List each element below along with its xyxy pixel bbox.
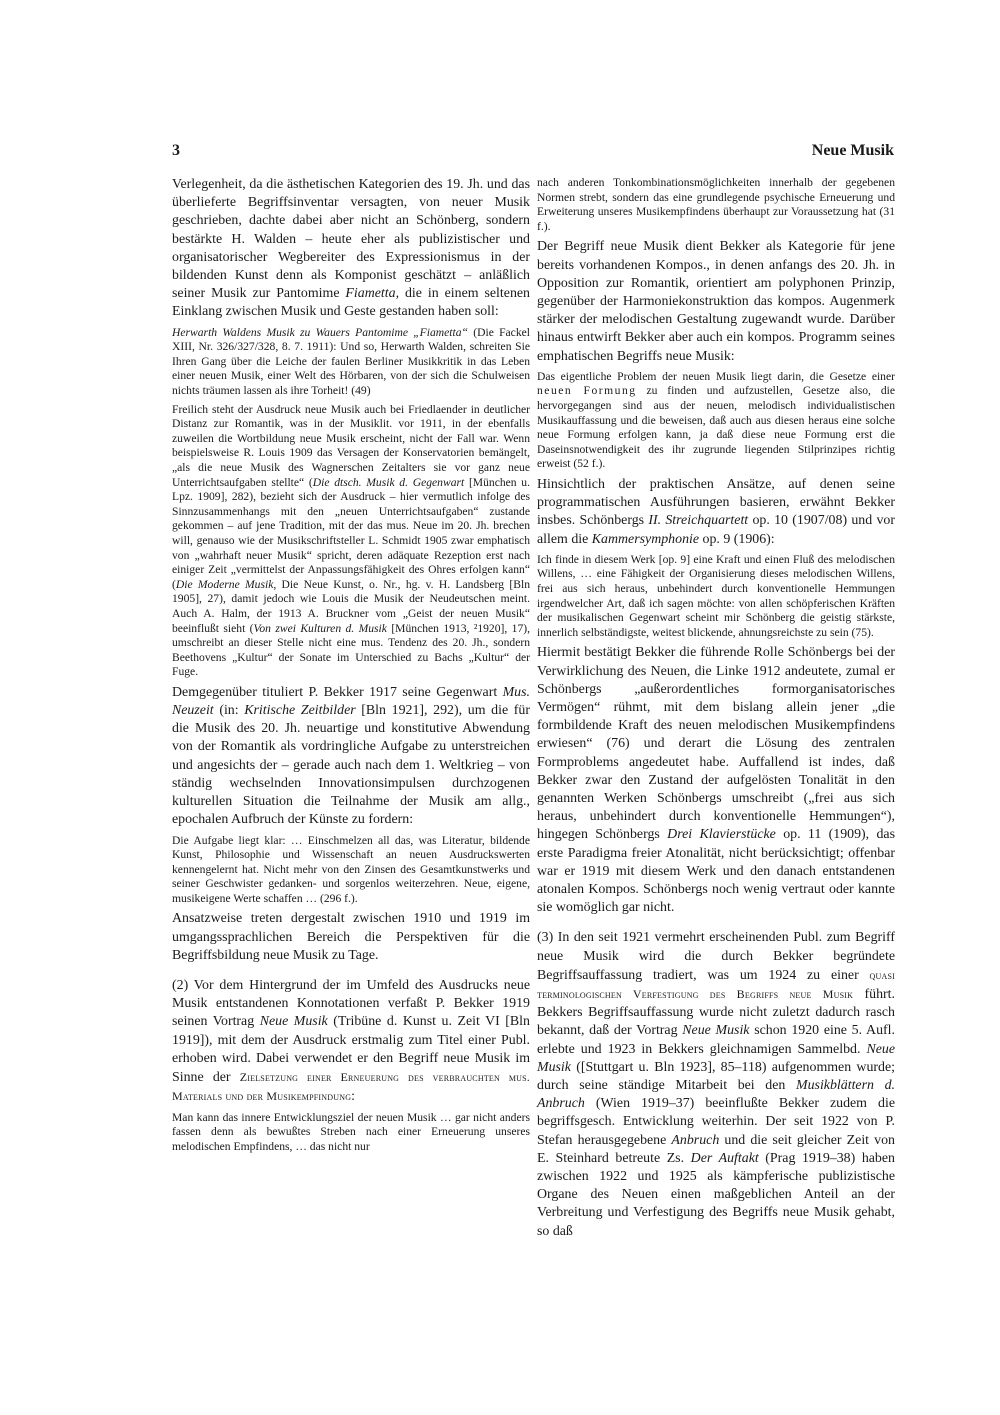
paragraph: Hinsichtlich der praktischen Ansätze, auf denen seine programmatischen Ausführungen basieren, erwähnt Bekker insbes. Schönbergs II. Streichquartett op. 10 (1907/08) und vor allem die Kammersymphonie op. 9 (1906): bbox=[537, 476, 895, 547]
left-column bbox=[172, 176, 530, 1158]
quotation: Man kann das innere Entwicklungsziel der neuen Musik … gar nicht anders fassen denn als bewußtes Streben nach einer Erneuerung unseres melodischen Empfindens, … das nicht nur bbox=[172, 1110, 530, 1153]
paragraph: Hiermit bestätigt Bekker die führende Rolle Schönbergs bei der Verwirklichung des Neuen, die Linke 1912 andeutete, zumal er Schönbergs „außerordentliches formorganisatorisches Vermögen“ rühmt, mit dem bislang allein jener „die formbildende Kraft des neuen melodischen Musikempfindens erwiesen“ (76) und derart die Lösung des zentralen Formproblems angedeutet habe. Auffallend ist indes, daß Bekker zwar den Zustand der aufgelösten Tonalität in den genannten Werken Schönbergs umschreibt („frei aus sich heraus, unbehindert durch konventionelle Hemmungen“), hingegen Schönbergs Drei Klavierstücke op. 11 (1909), das erste Paradigma freier Atonalität, nicht berücksichtigt; offenbar war er 1919 mit diesem Werk und den danach entstandenen atonalen Kompos. Schönbergs noch wenig vertraut oder kannte sie womöglich gar nicht. bbox=[537, 645, 895, 916]
section-paragraph: (2) Vor dem Hintergrund der im Umfeld des Ausdrucks neue Musik entstandenen Konnotationen verfaßt P. Bekker 1919 seinen Vortrag Neue Musik (Tribüne d. Kunst u. Zeit VI [Bln 1919]), mit dem der Ausdruck erstmalig zum Titel einer Publ. erhoben wird. Dabei verwendet er den Begriff neue Musik im Sinne der Zielsetzung einer Erneuerung des verbrauchten mus. Materials und der Musikempfindung: bbox=[172, 978, 531, 1105]
paragraph: Demgegenüber tituliert P. Bekker 1917 seine Gegenwart Mus. Neuzeit (in: Kritische Zeitbilder [Bln 1921], 292), um die für die Musik des 20. Jh. neuartige und konstitutive Abwendung von der Romantik als vordringliche Aufgabe zu unterstreichen und angesichts der – gerade auch nach dem 1. Weltkrieg – von ständig wechselnden Innovationsimpulsen durchzogenen kulturellen Situation die Teilnahme der Musik am allg., epochalen Aufbruch der Künste zu fordern: bbox=[172, 684, 530, 828]
page-number: 3 bbox=[172, 142, 180, 159]
section-paragraph: (3) In den seit 1921 vermehrt erscheinenden Publ. zum Begriff neue Musik wird die durch Bekker begründete Begriffsauffassung tradiert, was um 1924 zu einer quasi terminologischen Verfestigung des Begriffs neue Musik führt. Bekkers Begriffsauffassung wurde nicht zuletzt dadurch rasch bekannt, daß der Vortrag Neue Musik schon 1920 eine 5. Aufl. erlebte und 1923 in Bekkers gleichnamigen Sammelbd. Neue Musik ([Stuttgart u. Bln 1923], 85–118) aufgenommen wurde; durch seine ständige Mitarbeit bei den Musikblättern d. Anbruch (Wien 1919–37) beeinflußte Bekker zudem die begriffsgesch. Entwicklung weiterhin. Der seit 1922 von P. Stefan herausgegebene Anbruch und die seit gleicher Zeit von E. Steinhard betreute Zs. Der Auftakt (Prag 1919–38) haben zwischen 1922 und 1925 als kämpferische publizistische Organe des Neuen einen maßgeblichen Anteil an der Verbreitung und Verfestigung des Begriffs neue Musik gehabt, so daß bbox=[537, 930, 896, 1239]
paragraph: Ansatzweise treten dergestalt zwischen 1910 und 1919 im umgangssprachlichen Bereich die Perspektiven für die Begriffsbildung neue Musik zu Tage. bbox=[172, 911, 530, 963]
excursus-paragraph: Freilich steht der Ausdruck neue Musik auch bei Friedlaender in deutlicher Distanz zur Romantik, was in der Musiklit. vor 1911, in der ebenfalls zuweilen die Wortbildung neue Musik erscheint, nicht der Fall war. Wenn beispielsweise R. Louis 1909 das Versagen der Konservatorien bemängelt, „als die neue Musik des Wagnerschen Zeitalters sie vor ganz neue Unterrichtsaufgaben stellte“ (Die dtsch. Musik d. Gegenwart [München u. Lpz. 1909], 282), bezieht sich der Ausdruck – hier vermutlich infolge des Sinnzusammenhangs mit den „neuen Unterrichtsaufgaben“ zustande gekommen – auf jene Tradition, mit der das mus. Neue im 20. Jh. brechen will, genauso wie der Musikschriftsteller L. Schmidt 1905 zwar emphatisch von „wahrhaft neuer Musik“ spricht, deren adäquate Rezeption erst nach einiger Zeit „vermittelst der Anpassungsfähigkeit des Ohres erfolgen kann“ (Die Moderne Musik, Die Neue Kunst, o. Nr., hg. v. H. Landsberg [Bln 1905], 27), damit jedoch wie Louis die Musik der Neudeutschen meint. Auch A. Halm, der 1913 A. Bruckner vom „Geist der neuen Musik“ beeinflußt sieht (Von zwei Kulturen d. Musik [München 1913, ²1920], 17), umschreibt an dieser Stelle nicht eine mus. Tendenz des 20. Jh., sondern Beethovens „Kultur“ der Sonate im Unterschied zu Bachs „Kultur“ der Fuge. bbox=[172, 402, 531, 679]
paragraph: Verlegenheit, da die ästhetischen Kategorien des 19. Jh. und das überlieferte Begriffsinventar versagten, von neuer Musik geschrieben, dachte dabei aber nicht an Schönberg, sondern bestärkte H. Walden – heute eher als publizistischer und organisatorischer Wegbereiter des Expressionismus in der bildenden Kunst denn als Komponist geschätzt – anläßlich seiner Musik zur Pantomime Fiametta, die in einem seltenen Einklang zwischen Musik und Geste gestanden haben soll: bbox=[172, 177, 530, 320]
quotation: nach anderen Tonkombinationsmöglichkeiten innerhalb der gegebenen Normen strebt, sondern das eine grundlegende psychische Erneuerung und Erweiterung unseres Musikempfindens überhaupt zur Voraussetzung hat (31 f.). bbox=[537, 176, 895, 233]
quotation: Ich finde in diesem Werk [op. 9] eine Kraft und einen Fluß des melodischen Willens, … eine Fähigkeit der Organisierung dieses melodischen Willens, frei aus sich heraus, unbehindert durch konventionelle Hemmungen irgendwelcher Art, daß ich sagen möchte: von allen schöpferischen Kräften der musikalischen Gegenwart scheint mir Schönberg die geistig stärkste, innerlich selbständigste, weitest blickende, ahnungsreichste zu sein (75). bbox=[537, 552, 895, 639]
quotation: Das eigentliche Problem der neuen Musik liegt darin, die Gesetze einer neuen Formung zu finden und aufzustellen, Gesetze also, die hervorgegangen sind aus der neuen, melodisch individualistischen Musikauffassung und die beweisen, daß auch aus diesen heraus eine solche neue Formung erfolgen kann, ja daß diese neue Formung erst die Daseinsnotwendigkeit des ihr zugrunde liegenden Stilprinzipes richtig erweist (52 f.). bbox=[537, 369, 895, 471]
right-column bbox=[537, 176, 895, 1245]
running-head: Neue Musik bbox=[811, 142, 894, 159]
paragraph: Der Begriff neue Musik dient Bekker als Kategorie für jene bereits vorhandenen Kompos., in denen anfangs des 20. Jh. in Opposition zur Romantik, orientiert am polyphonen Prinzip, gegenüber der Harmoniekonstruktion das kompos. Augenmerk stärker der melodischen Gestaltung zugewandt wurde. Darüber hinaus entwirft Bekker aber auch ein kompos. Programm seines emphatischen Begriffs neue Musik: bbox=[537, 239, 895, 364]
quotation: Die Aufgabe liegt klar: … Einschmelzen all das, was Literatur, bildende Kunst, Philosophie und Wissenschaft an neuen Ausdruckswerten kennengelernt hat. Nicht mehr von den Zinsen des Gesamtkunstwerks und seiner Geschwister gedanken- und sorgenlos weiterzehren. Neue, eigene, musikeigene Werte schaffen … (296 f.). bbox=[172, 833, 530, 905]
quotation: Herwarth Waldens Musik zu Wauers Pantomime „Fiametta“ (Die Fackel XIII, Nr. 326/327/328, 8. 7. 1911): Und so, Herwarth Walden, schreiten Sie Ihren Gang über die Leiche der faulen Berliner Musikkritik in das Leben einer neuen Musik, einer Welt des Hörbaren, von der sich die Schulweisen nichts träumen lassen als ihre Torheit! (49) bbox=[172, 325, 530, 397]
